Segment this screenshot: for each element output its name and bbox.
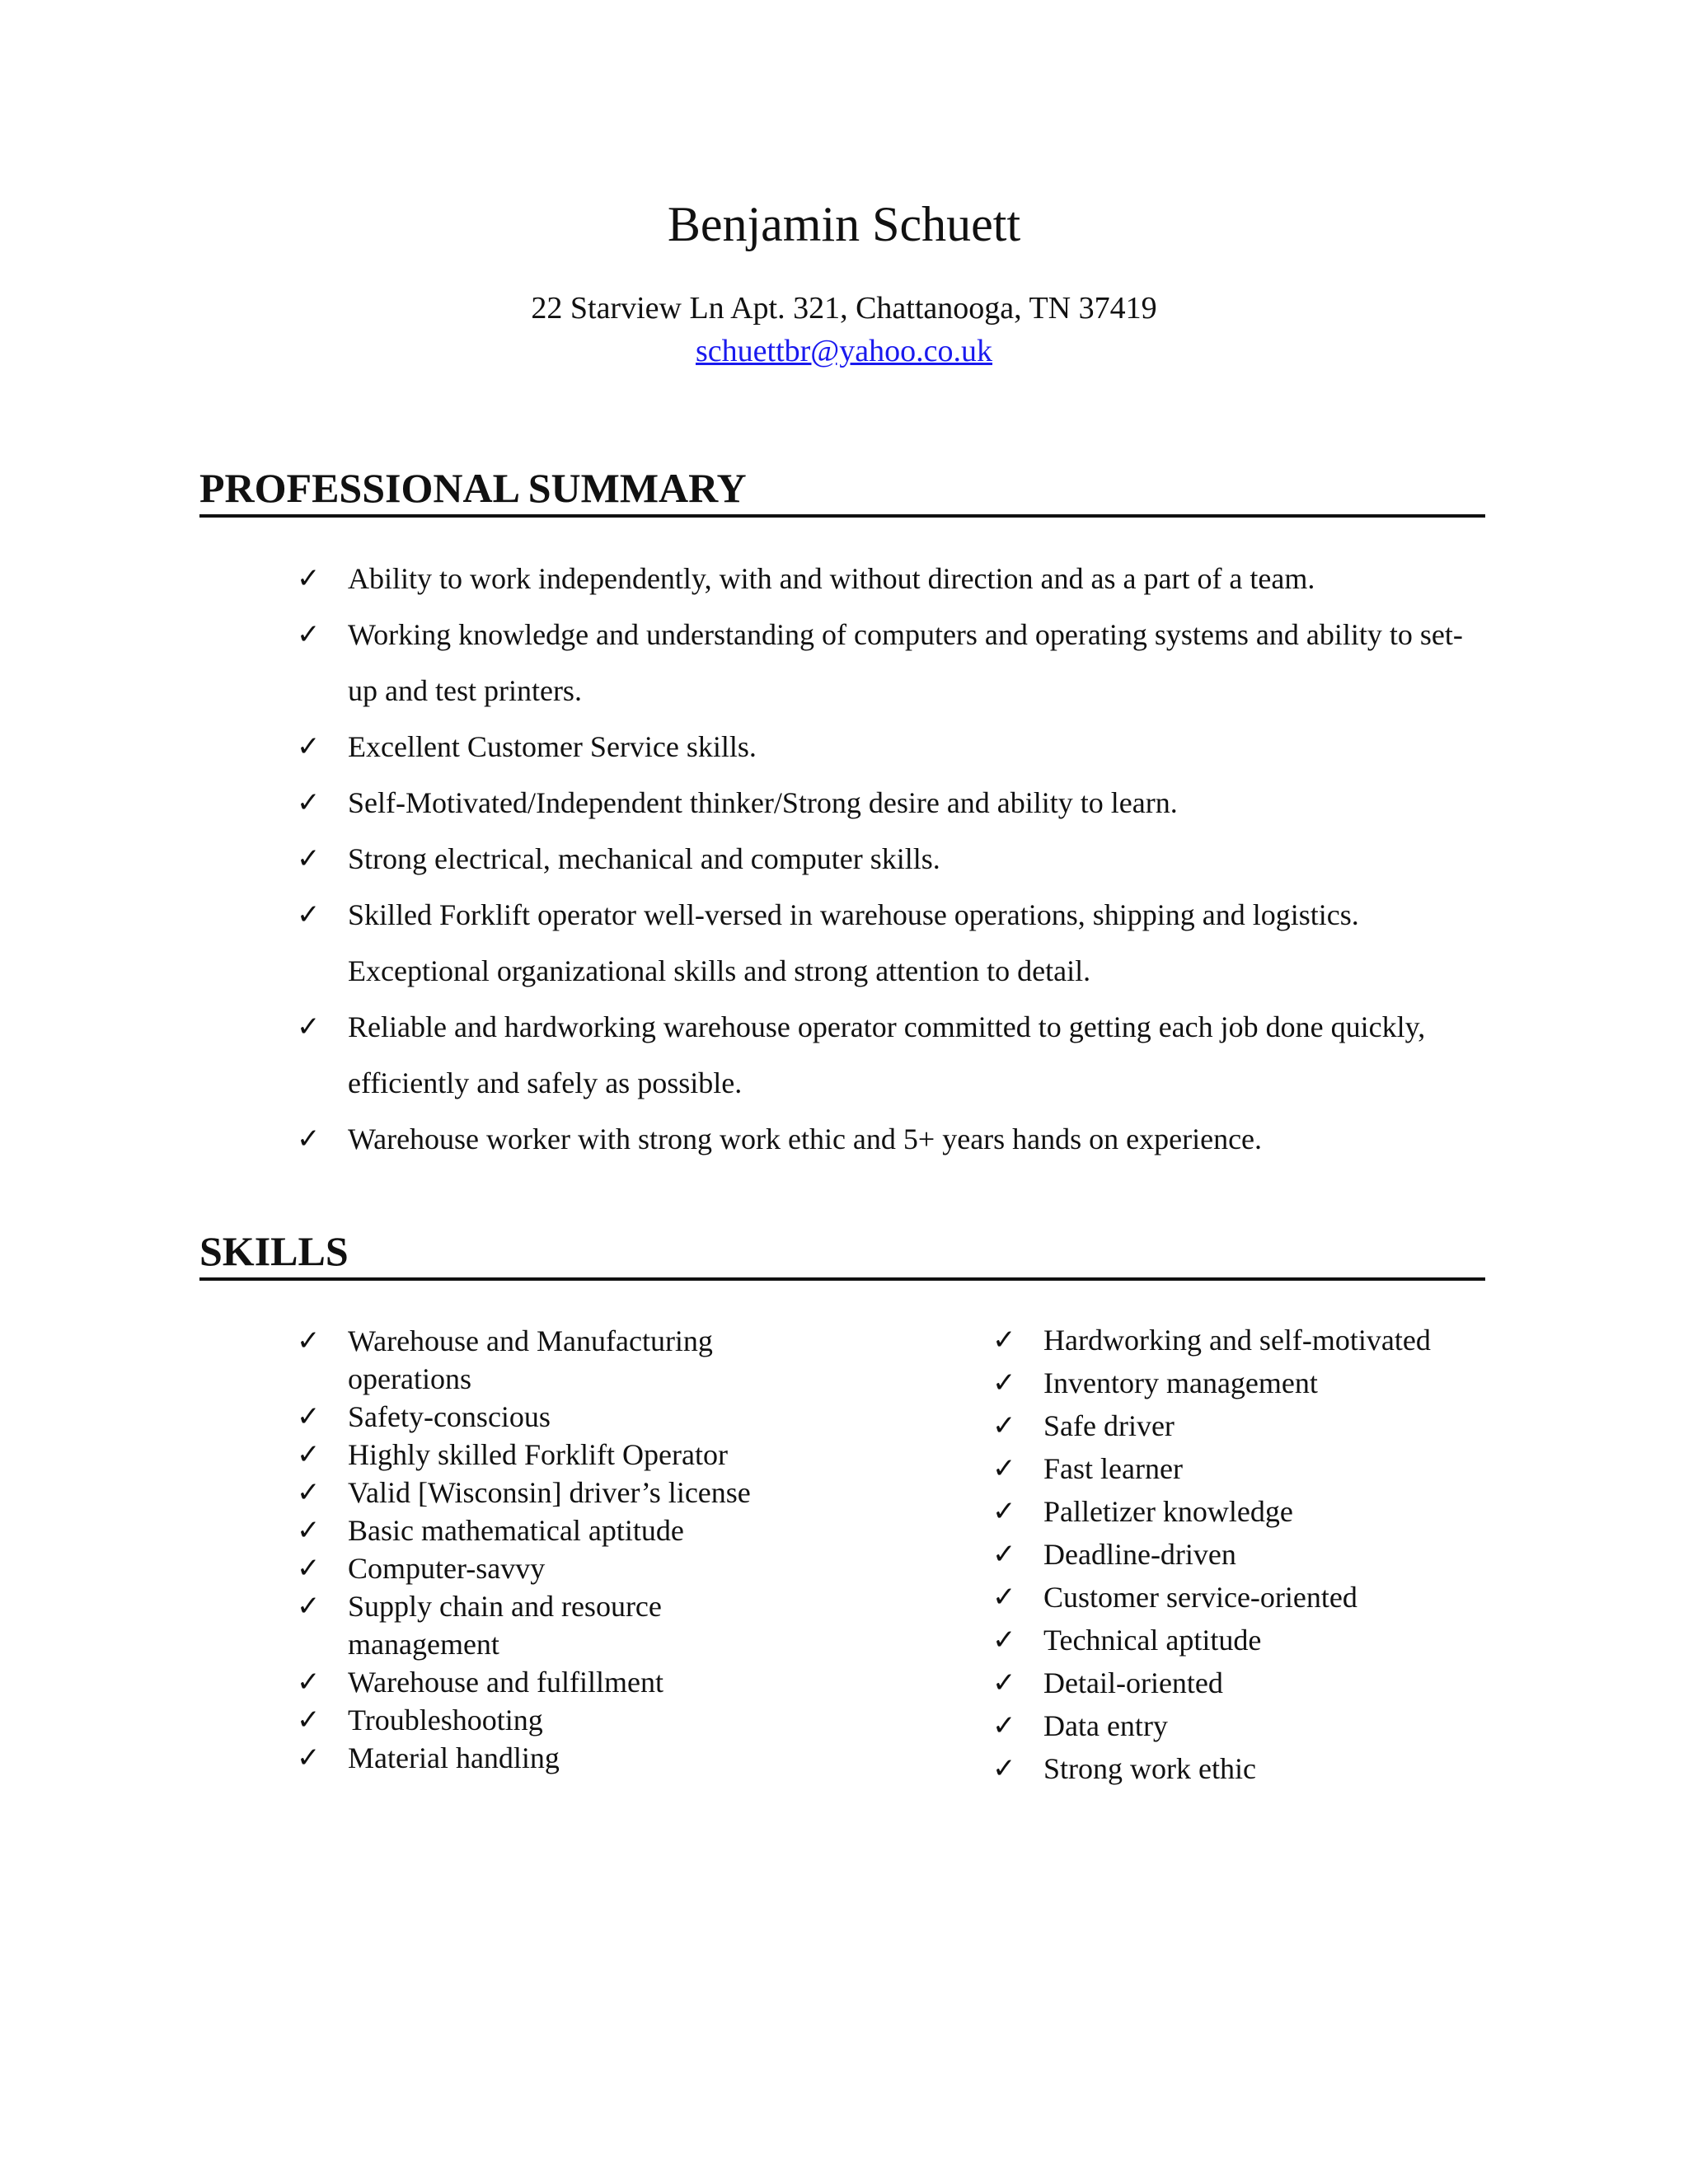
skill-item bbox=[297, 1663, 791, 1701]
skill-text: Safe driver bbox=[1043, 1409, 1175, 1442]
skill-item bbox=[992, 1704, 1569, 1747]
skill-text: Material handling bbox=[348, 1741, 560, 1774]
summary-list bbox=[297, 551, 1484, 1167]
checkmark-icon: ✓ bbox=[992, 1666, 1016, 1699]
summary-item-text: Self-Motivated/Independent thinker/Strong desire and ability to learn. bbox=[348, 786, 1178, 819]
skill-item bbox=[297, 1549, 791, 1587]
checkmark-icon: ✓ bbox=[297, 1324, 321, 1357]
skill-text: Highly skilled Forklift Operator bbox=[348, 1438, 728, 1471]
checkmark-icon: ✓ bbox=[992, 1452, 1016, 1485]
checkmark-icon: ✓ bbox=[297, 898, 321, 931]
skill-text: Strong work ethic bbox=[1043, 1752, 1256, 1785]
skill-item bbox=[992, 1576, 1569, 1619]
skill-text: Valid [Wisconsin] driver’s license bbox=[348, 1476, 751, 1509]
summary-item-text: Reliable and hardworking warehouse operator committed to getting each job done quickly, efficiently and safely as possible. bbox=[348, 1010, 1426, 1099]
skill-item bbox=[992, 1404, 1569, 1447]
checkmark-icon: ✓ bbox=[297, 1010, 321, 1043]
skill-item bbox=[992, 1747, 1569, 1790]
skill-item bbox=[297, 1701, 791, 1739]
skill-text: Computer-savvy bbox=[348, 1552, 546, 1585]
skill-text: Customer service-oriented bbox=[1043, 1581, 1357, 1614]
skill-text: Safety-conscious bbox=[348, 1400, 551, 1433]
skill-text: Deadline-driven bbox=[1043, 1538, 1236, 1571]
skill-item bbox=[297, 1739, 791, 1777]
checkmark-icon: ✓ bbox=[992, 1709, 1016, 1742]
email-link[interactable]: schuettbr@yahoo.co.uk bbox=[695, 334, 993, 368]
checkmark-icon: ✓ bbox=[297, 1741, 321, 1774]
checkmark-icon: ✓ bbox=[297, 842, 321, 875]
checkmark-icon: ✓ bbox=[297, 1704, 321, 1736]
skills-list-left bbox=[297, 1322, 791, 1777]
checkmark-icon: ✓ bbox=[297, 786, 321, 819]
checkmark-icon: ✓ bbox=[297, 1590, 321, 1623]
checkmark-icon: ✓ bbox=[297, 1666, 321, 1699]
checkmark-icon: ✓ bbox=[297, 1400, 321, 1433]
skill-text: Supply chain and resource management bbox=[348, 1590, 662, 1661]
skill-item bbox=[992, 1490, 1569, 1533]
skill-text: Technical aptitude bbox=[1043, 1624, 1262, 1657]
checkmark-icon: ✓ bbox=[992, 1752, 1016, 1785]
summary-item bbox=[297, 551, 1484, 607]
checkmark-icon: ✓ bbox=[992, 1409, 1016, 1442]
skill-item bbox=[992, 1661, 1569, 1704]
skill-text: Detail-oriented bbox=[1043, 1666, 1223, 1699]
candidate-address: 22 Starview Ln Apt. 321, Chattanooga, TN 37419 bbox=[531, 291, 1157, 326]
summary-item bbox=[297, 719, 1484, 775]
checkmark-icon: ✓ bbox=[297, 730, 321, 763]
checkmark-icon: ✓ bbox=[297, 1514, 321, 1547]
checkmark-icon: ✓ bbox=[297, 618, 321, 651]
summary-item bbox=[297, 831, 1484, 887]
checkmark-icon: ✓ bbox=[297, 562, 321, 595]
summary-item-text: Ability to work independently, with and without direction and as a part of a team. bbox=[348, 562, 1315, 595]
checkmark-icon: ✓ bbox=[297, 1438, 321, 1471]
candidate-name: Benjamin Schuett bbox=[667, 197, 1021, 251]
checkmark-icon: ✓ bbox=[992, 1581, 1016, 1614]
summary-item-text: Excellent Customer Service skills. bbox=[348, 730, 757, 763]
skill-item bbox=[992, 1619, 1569, 1661]
summary-item bbox=[297, 775, 1484, 831]
skill-text: Fast learner bbox=[1043, 1452, 1183, 1485]
skill-text: Warehouse and Manufacturing operations bbox=[348, 1324, 713, 1395]
summary-item-text: Warehouse worker with strong work ethic and 5+ years hands on experience. bbox=[348, 1122, 1263, 1155]
skill-text: Basic mathematical aptitude bbox=[348, 1514, 684, 1547]
summary-item-text: Working knowledge and understanding of computers and operating systems and ability to set-up and test printers. bbox=[348, 618, 1463, 707]
skill-text: Palletizer knowledge bbox=[1043, 1495, 1293, 1528]
checkmark-icon: ✓ bbox=[297, 1122, 321, 1155]
skill-item bbox=[297, 1587, 791, 1663]
checkmark-icon: ✓ bbox=[992, 1366, 1016, 1399]
skill-item bbox=[297, 1322, 791, 1398]
skills-heading: SKILLS bbox=[199, 1226, 1485, 1281]
skill-item bbox=[297, 1436, 791, 1474]
skill-item bbox=[297, 1398, 791, 1436]
professional-summary-heading: PROFESSIONAL SUMMARY bbox=[199, 463, 1485, 518]
skill-item bbox=[992, 1319, 1569, 1361]
checkmark-icon: ✓ bbox=[992, 1538, 1016, 1571]
checkmark-icon: ✓ bbox=[992, 1324, 1016, 1357]
skill-item bbox=[992, 1361, 1569, 1404]
skills-list-right bbox=[992, 1319, 1569, 1790]
skill-item bbox=[992, 1447, 1569, 1490]
skill-text: Inventory management bbox=[1043, 1366, 1318, 1399]
checkmark-icon: ✓ bbox=[297, 1552, 321, 1585]
checkmark-icon: ✓ bbox=[992, 1495, 1016, 1528]
skill-item bbox=[297, 1474, 791, 1511]
skill-text: Troubleshooting bbox=[348, 1704, 543, 1736]
summary-item bbox=[297, 887, 1484, 999]
skill-text: Warehouse and fulfillment bbox=[348, 1666, 663, 1699]
summary-item bbox=[297, 999, 1484, 1111]
skill-item bbox=[992, 1533, 1569, 1576]
summary-item-text: Strong electrical, mechanical and computer skills. bbox=[348, 842, 940, 875]
summary-item bbox=[297, 607, 1484, 719]
summary-item-text: Skilled Forklift operator well-versed in warehouse operations, shipping and logistics. Exceptional organizational skills and strong attention to detail. bbox=[348, 898, 1359, 987]
skill-text: Data entry bbox=[1043, 1709, 1168, 1742]
candidate-email bbox=[0, 331, 1688, 371]
checkmark-icon: ✓ bbox=[297, 1476, 321, 1509]
skill-item bbox=[297, 1511, 791, 1549]
checkmark-icon: ✓ bbox=[992, 1624, 1016, 1657]
summary-item bbox=[297, 1111, 1484, 1167]
skill-text: Hardworking and self-motivated bbox=[1043, 1324, 1431, 1357]
